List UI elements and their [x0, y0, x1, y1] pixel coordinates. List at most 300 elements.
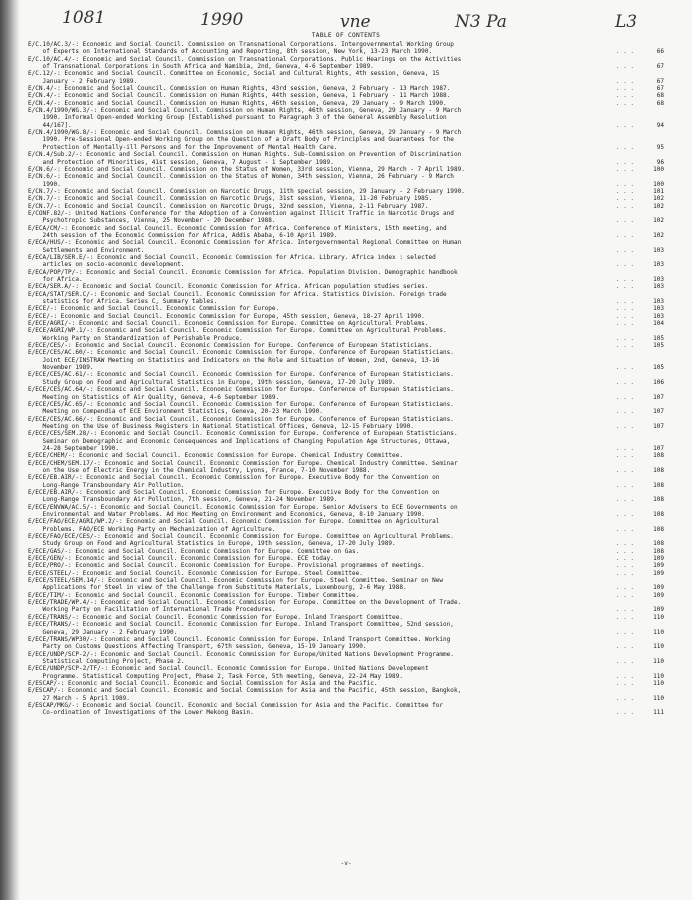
toc-page-number: 101 [653, 187, 664, 195]
toc-entry [28, 452, 664, 459]
leader-dots: . . . [615, 63, 634, 71]
toc-entry-text [28, 349, 664, 371]
toc-entry [28, 254, 664, 269]
toc-entry-line: E/ESCAP/-: Economic and Social Council. Economic and Social Commission for Asia and the Pacific. [28, 679, 378, 687]
toc-entry-line: E/CN.7/-: Economic and Social Council. Commission on Narcotic Drugs, 31st session, Vienna, 11-20 February 1985. [28, 195, 433, 203]
toc-page-number: 110 [653, 679, 664, 687]
toc-entry-text [28, 665, 664, 680]
leader-dots: . . . [615, 276, 634, 283]
toc-entry-text [28, 416, 664, 431]
leader-dots: . . . [615, 231, 634, 239]
toc-entry [28, 533, 664, 548]
toc-entry-line: E/ECE/TRADE/WP.4/-: Economic and Social Council. Economic Commission for Europe. Committee on the Development of Trade. [28, 599, 462, 607]
handwritten-note-left: 1081 [62, 8, 106, 28]
toc-entry [28, 562, 664, 569]
toc-entry-text [28, 320, 664, 327]
toc-entry-line: E/ECE/EB.AIR/-: Economic and Social Council. Economic Commission for Europe. Executive Body for the Convention on [28, 488, 440, 496]
leader-dots: . . . [615, 452, 634, 460]
toc-entry-line: E/C.10/AC.4/-: Economic and Social Council. Commission on Transnational Corporations. Public Hearings on the Activities [28, 55, 462, 63]
toc-entry-line: Study Group on Food and Agricultural Statistics in Europe, 19th session, Geneva, 17-20 July 1989. [28, 540, 396, 548]
toc-entry-text [28, 636, 664, 651]
toc-entry-text [28, 342, 664, 349]
toc-entry-text [28, 225, 664, 240]
leader-dots: . . . [615, 466, 634, 474]
toc-entry-line: E/ECA/STAT/SER.C/-: Economic and Social Council. Economic Commission for Africa. Statistics Division. Foreign trade [28, 290, 447, 298]
toc-entry-line: Meeting on the Use of Business Registers in National Statistical Offices, Geneva, 12-15 February 1990. [28, 422, 414, 430]
toc-entry [28, 474, 664, 489]
leader-dots: . . . [615, 481, 634, 489]
leader-dots: . . . [615, 511, 634, 518]
toc-entry-line: Statistical Computing Project, Phase 2. [28, 657, 185, 665]
toc-page-number: 109 [653, 606, 664, 614]
toc-entry-text [28, 533, 664, 548]
toc-entry-text [28, 166, 664, 173]
toc-entry [28, 129, 664, 151]
toc-page-number: 109 [653, 569, 664, 577]
toc-entry-text [28, 129, 664, 151]
toc-entry-line: E/ECE/CHEM/SEM.17/-: Economic and Social Council. Economic Commission for Europe. Chemical Industry Committee. Seminar [28, 459, 458, 467]
leader-dots: . . . [615, 643, 634, 651]
toc-entry-line: E/ECE/CES/SEM.28/-: Economic and Social Council. Economic Commission for Europe. Conference of European Statisticians. [28, 430, 458, 438]
leader-dots: . . . [615, 180, 634, 188]
toc-entry-line: E/ECA/HUS/-: Economic and Social Council. Economic Commission for Africa. Intergovernmental Regional Committee on Human [28, 239, 462, 247]
toc-entry-line: Programme. Statistical Computing Project, Phase 2, Task Force, 5th meeting, Geneva, 22-24 May 1989. [28, 672, 403, 680]
leader-dots: . . . [615, 525, 634, 533]
toc-entry [28, 283, 664, 290]
toc-page-number: 67 [656, 77, 664, 85]
toc-entry [28, 680, 664, 687]
toc-entry-line: E/ECE/AGRI/WP.1/-: Economic and Social Council. Economic Commission for Europe. Committee on Agricultural Problems. [28, 327, 447, 335]
toc-entry-text [28, 254, 664, 269]
toc-entry [28, 599, 664, 614]
toc-page-number: 103 [653, 276, 664, 283]
toc-entry-line: 44/167]. [28, 121, 72, 129]
toc-entry-line: E/ECA/LIB/SER.E/-: Economic and Social Council. Economic Commission for Africa. Library. Africa index : selected [28, 253, 436, 261]
toc-page-number: 110 [653, 643, 664, 651]
toc-entry [28, 621, 664, 636]
leader-dots: . . . [615, 298, 634, 306]
toc-page-number: 104 [653, 320, 664, 328]
toc-page-number: 105 [653, 334, 664, 342]
toc-entry-line: E/ECE/TIM/-: Economic and Social Council. Economic Commission for Europe. Timber Committee. [28, 591, 360, 599]
toc-page-number: 66 [656, 48, 664, 56]
leader-dots: . . . [615, 165, 634, 173]
toc-entry-line: E/ECE/CES/-: Economic and Social Council. Economic Commission for Europe. Conference of European Statisticians. [28, 342, 433, 350]
toc-entry-line: E/CONF.82/-: United Nations Conference for the Adoption of a Convention against Illicit Traffic in Narcotic Drugs and [28, 209, 454, 217]
toc-entry [28, 239, 664, 254]
toc-page-number: 107 [653, 444, 664, 452]
toc-entry-text [28, 599, 664, 614]
toc-page-number: 110 [653, 694, 664, 702]
toc-entry-line: Problems. FAO/ECE Working Party on Mechanization of Agriculture. [28, 525, 276, 533]
toc-entry-line: E/ECE/STEEL/SEM.14/-: Economic and Social Council. Economic Commission for Europe. Steel Committee. Seminar on New [28, 577, 444, 585]
toc-entry-text [28, 555, 664, 562]
toc-entry [28, 269, 664, 284]
toc-entry-line: 1990. Informal Open-ended Working Group [Established pursuant to Paragraph 3 of the General Assembly Resolution [28, 114, 447, 122]
toc-entry-text [28, 107, 664, 129]
toc-page-number: 102 [653, 202, 664, 210]
toc-entry-line: on the Use of Electric Energy in the Chemical Industry, Lyons, France, 7-10 November 1988. [28, 466, 371, 474]
toc-entry [28, 548, 664, 555]
toc-page-number: 103 [653, 298, 664, 306]
toc-page-number: 108 [653, 525, 664, 533]
leader-dots: . . . [615, 202, 634, 210]
leader-dots: . . . [615, 217, 634, 225]
leader-dots: . . . [615, 121, 634, 129]
toc-entry-line: E/ECE/CHEM/-: Economic and Social Council. Economic Commission for Europe. Chemical Industry Committee. [28, 452, 403, 460]
toc-entry-line: E/ECE/GAS/-: Economic and Social Council. Economic Commission for Europe. Committee on Gas. [28, 547, 360, 555]
toc-entry-line: E/ECE/CES/AC.60/-: Economic and Social Council. Economic Commission for Europe. Conference of European Statisticians. [28, 349, 454, 357]
toc-entry-text [28, 386, 664, 401]
leader-dots: . . . [615, 342, 634, 350]
toc-page-number: 108 [653, 496, 664, 504]
toc-page-number: 108 [653, 540, 664, 548]
toc-page-number: 110 [653, 657, 664, 665]
leader-dots: . . . [615, 562, 634, 570]
toc-page-number: 109 [653, 562, 664, 570]
toc-entry-line: E/CN.6/-: Economic and Social Council. Commission on the Status of Women, 34th session, Vienna, 26 February - 9 March [28, 173, 454, 181]
toc-entry-line: for Africa. [28, 276, 83, 283]
toc-entry-line: 1990. [28, 180, 61, 188]
toc-entry-line: E/ECE/CES/AC.66/-: Economic and Social Council. Economic Commission for Europe. Conference of European Statisticians. [28, 415, 454, 423]
toc-entry-line: Study Group on Food and Agricultural Statistics in Europe, 19th session, Geneva, 17-20 July 1989. [28, 378, 396, 386]
toc-entry-line: Meeting on Compendia of ECE Environment Statistics, Geneva, 20-23 March 1990. [28, 408, 323, 416]
leader-dots: . . . [615, 312, 634, 320]
toc-entry-text [28, 401, 664, 416]
leader-dots: . . . [615, 679, 634, 687]
toc-page-number: 107 [653, 408, 664, 416]
toc-entry [28, 687, 664, 702]
toc-entry-text [28, 702, 664, 717]
toc-entry-line: E/CN.6/-: Economic and Social Council. Commission on the Status of Women, 33rd session, Vienna, 29 March - 7 April 1989. [28, 165, 465, 173]
toc-entry-line: E/CN.4/Sub.2/-: Economic and Social Council. Commission on Human Rights. Sub-Commission on Prevention of Discrimination [28, 151, 462, 159]
toc-entry [28, 401, 664, 416]
toc-entry [28, 342, 664, 349]
toc-entry-text [28, 687, 664, 702]
toc-entry-text [28, 291, 664, 306]
leader-dots: . . . [615, 99, 634, 107]
toc-page-number: 111 [653, 709, 664, 717]
toc-entry-line: E/ECE/PRO/-: Economic and Social Council. Economic Commission for Europe. Provisional programmes of meetings. [28, 562, 425, 570]
toc-entry [28, 100, 664, 107]
table-of-contents [28, 41, 664, 717]
toc-entry [28, 166, 664, 173]
toc-entry-line: E/ECE/TRANS/-: Economic and Social Council. Economic Commission for Europe. Inland Transport Committee, 52nd session, [28, 621, 454, 629]
leader-dots: . . . [615, 672, 634, 680]
toc-entry [28, 518, 664, 533]
leader-dots: . . . [615, 261, 634, 269]
leader-dots: . . . [615, 283, 634, 291]
toc-entry [28, 195, 664, 202]
leader-dots: . . . [615, 195, 634, 203]
toc-page-number: 108 [653, 511, 664, 518]
leader-dots: . . . [615, 77, 634, 85]
toc-entry-text [28, 41, 664, 56]
toc-page-number: 67 [656, 85, 664, 93]
toc-page-number: 103 [653, 305, 664, 313]
toc-page-number: 107 [653, 422, 664, 430]
toc-page-number: 109 [653, 591, 664, 599]
toc-entry-text [28, 210, 664, 225]
toc-entry-text [28, 430, 664, 452]
toc-entry [28, 203, 664, 210]
toc-entry-line: E/ECA/SER.A/-: Economic and Social Council. Economic Commission for Africa. African population studies series. [28, 283, 429, 291]
toc-entry-text [28, 562, 664, 569]
toc-entry-line: E/CN.4/-: Economic and Social Council. Commission on Human Rights, 46th session, Geneva, 29 January - 9 March 1990. [28, 99, 447, 107]
leader-dots: . . . [615, 158, 634, 166]
toc-entry-line: Seminar on Demographic and Economic Consequences and Implications of Changing Population Age Structures, Ottawa, [28, 437, 451, 445]
toc-entry-line: E/ECE/-: Economic and Social Council. Economic Commission for Europe. [28, 305, 280, 313]
leader-dots: . . . [615, 496, 634, 504]
toc-entry-text [28, 283, 664, 290]
toc-entry-text [28, 305, 664, 312]
toc-entry-text [28, 188, 664, 195]
handwritten-note-right: L3 [615, 12, 638, 32]
toc-page-number: 108 [653, 466, 664, 474]
toc-entry-line: E/ECA/POP/TP/-: Economic and Social Council. Economic Commission for Africa. Population Division. Demographic handbook [28, 268, 458, 276]
toc-page-number: 103 [653, 261, 664, 269]
toc-entry-line: E/ECE/TRANS/-: Economic and Social Council. Economic Commission for Europe. Inland Transport Committee. [28, 613, 403, 621]
leader-dots: . . . [615, 591, 634, 599]
toc-page-number: 102 [653, 195, 664, 203]
toc-page-number: 67 [656, 63, 664, 71]
toc-page-number: 103 [653, 246, 664, 254]
leader-dots: . . . [615, 393, 634, 401]
scan-margin-shadow [0, 0, 20, 900]
toc-entry-line: Party on Customs Questions Affecting Transport, 67th session, Geneva, 15-19 January 1990. [28, 643, 367, 651]
toc-entry-line: E/C.12/-: Economic and Social Council. Committee on Economic, Social and Cultural Rights, 4th session, Geneva, 15 [28, 70, 440, 78]
toc-entry-text [28, 504, 664, 519]
toc-entry-line: E/ECE/EB.AIR/-: Economic and Social Council. Economic Commission for Europe. Executive Body for the Convention on [28, 474, 440, 482]
toc-entry [28, 70, 664, 85]
leader-dots: . . . [615, 143, 634, 151]
toc-entry-text [28, 70, 664, 85]
leader-dots: . . . [615, 305, 634, 313]
toc-entry [28, 577, 664, 592]
toc-entry-text [28, 651, 664, 666]
toc-entry-line: Environmental and Water Problems. Ad Hoc Meeting on Environment and Economics, Geneva, 8-10 January 1990. [28, 511, 425, 518]
toc-entry-line: E/CN.4/1990/WG.3/-: Economic and Social Council. Commission on Human Rights, 46th session, Geneva, 29 January - 9 March [28, 107, 462, 115]
toc-entry-line: Working Party on Standardization of Perishable Produce. [28, 334, 243, 342]
handwritten-note-year: 1990 [200, 10, 244, 30]
toc-entry-line: Settlements and Environment. [28, 246, 145, 254]
toc-entry [28, 555, 664, 562]
toc-entry [28, 92, 664, 99]
toc-entry-line: E/ECE/TRANS/WP30/-: Economic and Social Council. Economic Commission for Europe. Inland Transport Committee. Working [28, 635, 451, 643]
leader-dots: . . . [615, 540, 634, 548]
toc-entry-line: Psychotropic Substances, Vienna, 25 November - 20 December 1988. [28, 217, 276, 225]
toc-entry [28, 225, 664, 240]
toc-entry [28, 665, 664, 680]
toc-entry [28, 386, 664, 401]
toc-entry [28, 107, 664, 129]
toc-page-number: 96 [656, 158, 664, 166]
toc-entry-text [28, 203, 664, 210]
toc-page-number: 109 [653, 555, 664, 563]
toc-entry [28, 56, 664, 71]
toc-entry-text [28, 592, 664, 599]
leader-dots: . . . [615, 569, 634, 577]
toc-entry-line: Joint ECE/INSTRAW Meeting on Statistics and Indicators on the Role and Situation of Women, 2nd, Geneva, 13-16 [28, 356, 440, 364]
toc-entry-line: E/ECE/UNDP/SCP-2/TF/-: Economic and Social Council. Economic Commission for Europe. United Nations Development [28, 665, 429, 673]
toc-entry-line: E/ECE/CES/AC.65/-: Economic and Social Council. Economic Commission for Europe. Conference of European Statisticians. [28, 400, 454, 408]
toc-entry [28, 460, 664, 475]
leader-dots: . . . [615, 378, 634, 386]
leader-dots: . . . [615, 48, 634, 56]
toc-entry-text [28, 269, 664, 284]
toc-entry-line: November 1989. [28, 364, 94, 372]
toc-entry-line: of Transnational Corporations in South Africa and Namibia, 2nd, Geneva, 4-6 September 1989. [28, 63, 374, 71]
toc-page-number: 110 [653, 672, 664, 680]
toc-page-number: 110 [653, 613, 664, 621]
toc-entry-line: 24-28 September 1990. [28, 444, 120, 452]
toc-entry-text [28, 452, 664, 459]
leader-dots: . . . [615, 657, 634, 665]
toc-entry-line: Working Party on Facilitation of International Trade Procedures. [28, 606, 276, 614]
toc-entry-line: E/ECE/ENVWA/AC.5/-: Economic and Social Council. Economic Commission for Europe. Senior Advisers to ECE Governments on [28, 503, 458, 511]
toc-entry-line: E/CN.4/1990/WG.8/-: Economic and Social Council. Commission on Human Rights, 46th session, Geneva, 29 January - 9 March [28, 129, 462, 137]
toc-page-number: 95 [656, 143, 664, 151]
toc-entry-text [28, 151, 664, 166]
toc-entry [28, 41, 664, 56]
toc-entry-line: E/CN.4/-: Economic and Social Council. Commission on Human Rights, 43rd session, Geneva, 2 February - 13 March 1987. [28, 85, 451, 93]
toc-entry-text [28, 548, 664, 555]
toc-entry-text [28, 460, 664, 475]
toc-entry-line: E/CN.7/-: Economic and Social Council. Commission on Narcotic Drugs, 11th special session, 29 January - 2 February 1990. [28, 187, 465, 195]
toc-entry-line: E/ESCAP/MKG/-: Economic and Social Council. Economic and Social Commission for Asia and the Pacific. Committee for [28, 701, 444, 709]
toc-entry-text [28, 474, 664, 489]
leader-dots: . . . [615, 606, 634, 614]
toc-entry [28, 614, 664, 621]
toc-page-number: 106 [653, 378, 664, 386]
toc-entry-text [28, 56, 664, 71]
toc-entry-line: Geneva, 29 January - 2 February 1990. [28, 628, 178, 636]
toc-entry [28, 592, 664, 599]
leader-dots: . . . [615, 246, 634, 254]
toc-entry-text [28, 577, 664, 592]
toc-entry-line: E/ECE/FAO/ECE/CES/-: Economic and Social Council. Economic Commission for Europe. Committee on Agricultural Problems. [28, 533, 454, 541]
toc-entry-line: Applications for Steel in view of the Challenge from Substitute Materials, Luxembourg, 2-6 May 1988. [28, 584, 407, 592]
toc-page-number: 108 [653, 452, 664, 460]
toc-entry-line: E/ECE/UNDP/SCP-2/-: Economic and Social Council. Economic Commission for Europe/United Nations Development Programme. [28, 650, 454, 658]
toc-entry-line: 27 March - 5 April 1989. [28, 694, 130, 702]
leader-dots: . . . [615, 320, 634, 328]
toc-entry-line: statistics for Africa. Series C, Summary tables. [28, 298, 218, 306]
toc-entry-text [28, 518, 664, 533]
toc-entry-text [28, 614, 664, 621]
leader-dots: . . . [615, 92, 634, 100]
toc-entry-line: E/ECE/-: Economic and Social Council. Economic Commission for Europe, 45th session, Geneva, 18-27 April 1990. [28, 312, 425, 320]
toc-entry-text [28, 680, 664, 687]
toc-entry-line: E/ECE/CES/AC.64/-: Economic and Social Council. Economic Commission for Europe. Conference of European Statisticians. [28, 386, 454, 394]
toc-entry-text [28, 621, 664, 636]
toc-entry [28, 313, 664, 320]
leader-dots: . . . [615, 187, 634, 195]
toc-entry [28, 151, 664, 166]
leader-dots: . . . [615, 364, 634, 372]
leader-dots: . . . [615, 709, 634, 717]
handwritten-note-mid: vne [340, 12, 371, 32]
toc-entry-line: 1990. Pre-Sessional Open-ended Working Group on the Question of a Draft Body of Principles and Guarantees for the [28, 136, 454, 144]
toc-entry-line: of Experts on International Standards of Accounting and Reporting, 8th session, New York, 13-23 March 1990. [28, 48, 433, 56]
leader-dots: . . . [615, 547, 634, 555]
toc-entry-line: E/ESCAP/-: Economic and Social Council. Economic and Social Commission for Asia and the Pacific, 45th session, Bangkok, [28, 687, 462, 695]
toc-entry [28, 702, 664, 717]
toc-page-number: 103 [653, 312, 664, 320]
toc-page-number: 68 [656, 92, 664, 100]
toc-page-number: 107 [653, 393, 664, 401]
toc-entry [28, 85, 664, 92]
toc-entry [28, 349, 664, 371]
toc-page-number: 103 [653, 283, 664, 291]
leader-dots: . . . [615, 334, 634, 342]
toc-entry-line: E/ECE/GEN/-: Economic and Social Council. Economic Commission for Europe. ECE today. [28, 555, 334, 563]
toc-entry-text [28, 489, 664, 504]
toc-entry-line: E/ECE/AGRI/-: Economic and Social Council. Economic Commission for Europe. Committee on Agricultural Problems. [28, 320, 429, 328]
toc-entry [28, 291, 664, 306]
toc-entry-line: E/CN.7/-: Economic and Social Council. Commission on Narcotic Drugs, 32nd session, Vienna, 2-11 February 1987. [28, 202, 429, 210]
toc-entry [28, 570, 664, 577]
toc-entry [28, 636, 664, 651]
toc-page-number: 68 [656, 99, 664, 107]
toc-entry-line: articles on socio-economic development. [28, 261, 185, 269]
leader-dots: . . . [615, 694, 634, 702]
leader-dots: . . . [615, 628, 634, 636]
toc-entry [28, 489, 664, 504]
toc-entry-line: 24th session of the Economic Commission for Africa, Addis Ababa, 6-10 April 1989. [28, 231, 338, 239]
toc-entry-line: January - 2 February 1989. [28, 77, 138, 85]
toc-page-number: 102 [653, 231, 664, 239]
toc-entry-line: and Protection of Minorities, 41st session, Geneva, 7 August - 1 September 1989. [28, 158, 334, 166]
toc-entry-line: Long-Range Transboundary Air Pollution. [28, 481, 185, 489]
toc-entry-text [28, 570, 664, 577]
page-title: TABLE OF CONTENTS [311, 32, 381, 39]
toc-entry [28, 320, 664, 327]
toc-entry [28, 305, 664, 312]
toc-page-number: 105 [653, 364, 664, 372]
toc-entry [28, 210, 664, 225]
toc-entry [28, 416, 664, 431]
toc-entry-text [28, 100, 664, 107]
toc-entry-line: Protection of Mentally-ill Persons and for the Improvement of Mental Health Care. [28, 143, 338, 151]
toc-entry-line: E/C.10/AC.3/-: Economic and Social Council. Commission on Transnational Corporations. Intergovernmental Working Group [28, 41, 454, 48]
leader-dots: . . . [615, 422, 634, 430]
leader-dots: . . . [615, 408, 634, 416]
toc-entry-text [28, 85, 664, 92]
toc-entry-line: E/CN.4/-: Economic and Social Council. Commission on Human Rights, 44th session, Geneva, 1 February - 11 March 1988. [28, 92, 451, 100]
toc-page-number: 100 [653, 165, 664, 173]
toc-entry [28, 188, 664, 195]
toc-entry [28, 371, 664, 386]
leader-dots: . . . [615, 555, 634, 563]
page-number: -v- [340, 860, 352, 867]
toc-entry-line: E/ECE/FAO/ECE/AGRI/WP.2/-: Economic and Social Council. Economic Commission for Europe. Committee on Agricultural [28, 518, 440, 526]
toc-page-number: 102 [653, 217, 664, 225]
toc-entry-text [28, 313, 664, 320]
toc-entry-line: E/ECA/CM/-: Economic and Social Council. Economic Commission for Africa. Conference of Ministers, 15th meeting, and [28, 224, 447, 232]
toc-page-number: 108 [653, 547, 664, 555]
toc-entry [28, 651, 664, 666]
toc-page-number: 108 [653, 481, 664, 489]
toc-entry [28, 327, 664, 342]
toc-entry-text [28, 371, 664, 386]
toc-entry-line: E/ECE/STEEL/-: Economic and Social Council. Economic Commission for Europe. Steel Committee. [28, 569, 363, 577]
toc-page-number: 100 [653, 180, 664, 188]
toc-entry-line: E/ECE/CES/AC.61/-: Economic and Social Council. Economic Commission for Europe. Conference of European Statisticians. [28, 371, 454, 379]
leader-dots: . . . [615, 444, 634, 452]
toc-page-number: 94 [656, 121, 664, 129]
toc-entry [28, 173, 664, 188]
